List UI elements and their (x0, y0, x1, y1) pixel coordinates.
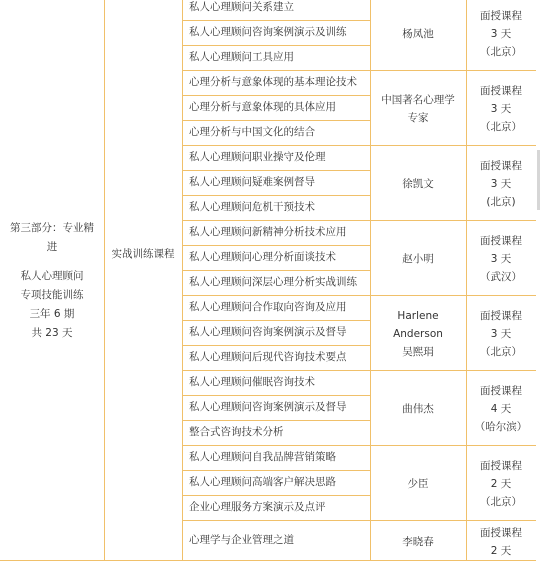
row-divider (182, 95, 370, 96)
course-topic: 私人心理顾问后现代咨询技术要点 (189, 351, 347, 363)
course-topic: 整合式咨询技术分析 (189, 426, 284, 438)
teacher-name (370, 175, 466, 193)
format-days: 3 天 (490, 327, 512, 340)
teacher-name-line: 少臣 (407, 477, 429, 490)
row-divider (182, 195, 370, 196)
format-days: 3 天 (490, 27, 512, 40)
module-label: 实战训练课程 (111, 248, 175, 260)
course-topic: 心理分析与意象体现的具体应用 (189, 101, 336, 113)
section-label (6, 219, 98, 343)
column-divider (182, 0, 183, 561)
row-divider (182, 145, 536, 146)
row-divider (182, 320, 370, 321)
row-divider (182, 395, 370, 396)
teacher-name (370, 533, 466, 551)
course-format (466, 524, 536, 560)
teacher-name (370, 91, 466, 127)
program-duration-line: 三年 6 期 (29, 308, 75, 320)
course-topic: 私人心理顾问新精神分析技术应用 (189, 226, 347, 238)
course-topic: 私人心理顾问咨询案例演示及督导 (189, 326, 347, 338)
teacher-name-line: 徐凯文 (402, 177, 434, 190)
course-format (466, 82, 536, 136)
course-format (466, 457, 536, 511)
program-name-line: 私人心理顾问 (20, 270, 84, 282)
row-divider (182, 70, 536, 71)
format-type: 面授课程 (480, 526, 522, 539)
format-location: （北京） (480, 345, 522, 358)
course-format (466, 232, 536, 286)
teacher-name (370, 307, 466, 361)
row-divider (182, 370, 536, 371)
course-topic: 私人心理顾问职业操守及伦理 (189, 151, 326, 163)
course-topic: 心理分析与中国文化的结合 (189, 126, 315, 138)
format-location: （北京） (480, 45, 522, 58)
teacher-name-line: Anderson (393, 327, 443, 340)
course-format (466, 307, 536, 361)
format-type: 面授课程 (480, 459, 522, 472)
teacher-name (370, 250, 466, 268)
course-topic: 私人心理顾问合作取向咨询及应用 (189, 301, 347, 313)
scrollbar-track[interactable] (536, 0, 540, 561)
format-days: 3 天 (490, 102, 512, 115)
course-format (466, 382, 536, 436)
row-divider (182, 45, 370, 46)
course-topic: 心理分析与意象体现的基本理论技术 (189, 76, 357, 88)
format-days: 2 天 (490, 477, 512, 490)
row-divider (182, 120, 370, 121)
course-topic: 私人心理顾问咨询案例演示及训练 (189, 26, 347, 38)
program-total-days: 共 23 天 (31, 327, 73, 339)
row-divider (182, 245, 370, 246)
format-days: 3 天 (490, 177, 512, 190)
program-name-line: 专项技能训练 (20, 289, 84, 301)
teacher-name-line: 曲伟杰 (402, 402, 434, 415)
row-divider (182, 445, 536, 446)
format-days: 4 天 (490, 402, 512, 415)
row-divider (182, 345, 370, 346)
teacher-name-line: Harlene (397, 309, 439, 322)
course-topic: 私人心理顾问咨询案例演示及督导 (189, 401, 347, 413)
course-topic: 私人心理顾问催眠咨询技术 (189, 376, 315, 388)
format-days: 3 天 (490, 252, 512, 265)
course-format (466, 7, 536, 61)
course-topic: 私人心理顾问深层心理分析实战训练 (189, 276, 357, 288)
row-divider (182, 20, 370, 21)
course-topic: 私人心理顾问疑难案例督导 (189, 176, 315, 188)
format-days: 2 天 (490, 544, 512, 557)
section-title-line: 第三部分：专业精 (10, 222, 94, 234)
format-type: 面授课程 (480, 309, 522, 322)
teacher-name (370, 25, 466, 43)
row-divider (182, 220, 536, 221)
row-divider (182, 520, 536, 521)
course-topic: 私人心理顾问工具应用 (189, 51, 294, 63)
course-topic: 心理学与企业管理之道 (189, 534, 294, 546)
teacher-name-line: 专家 (407, 111, 429, 124)
course-topic: 私人心理顾问高端客户解决思路 (189, 476, 336, 488)
teacher-name (370, 475, 466, 493)
format-location: （北京） (480, 495, 522, 508)
format-type: 面授课程 (480, 384, 522, 397)
row-divider (182, 495, 370, 496)
format-type: 面授课程 (480, 159, 522, 172)
row-divider (182, 420, 370, 421)
row-divider (182, 270, 370, 271)
format-location: （武汉） (480, 270, 522, 283)
format-location: (北京) (486, 195, 516, 208)
column-divider (104, 0, 105, 561)
course-topic: 私人心理顾问关系建立 (189, 1, 294, 13)
course-topic: 企业心理服务方案演示及点评 (189, 501, 326, 513)
format-location: （北京） (480, 120, 522, 133)
format-type: 面授课程 (480, 84, 522, 97)
teacher-name-line: 吴熙琄 (402, 345, 434, 358)
course-format (466, 157, 536, 211)
row-divider (182, 295, 536, 296)
row-divider (182, 470, 370, 471)
teacher-name-line: 杨凤池 (402, 27, 434, 40)
section-title-line: 进 (46, 241, 58, 253)
course-topic: 私人心理顾问危机干预技术 (189, 201, 315, 213)
teacher-name-line: 赵小明 (402, 252, 434, 265)
format-location: （哈尔滨） (474, 420, 528, 433)
teacher-name (370, 400, 466, 418)
format-type: 面授课程 (480, 9, 522, 22)
course-topic: 私人心理顾问心理分析面谈技术 (189, 251, 336, 263)
row-divider (182, 170, 370, 171)
teacher-name-line: 中国著名心理学 (381, 93, 455, 106)
format-type: 面授课程 (480, 234, 522, 247)
course-topic: 私人心理顾问自我品牌营销策略 (189, 451, 336, 463)
teacher-name-line: 李晓春 (402, 535, 434, 548)
